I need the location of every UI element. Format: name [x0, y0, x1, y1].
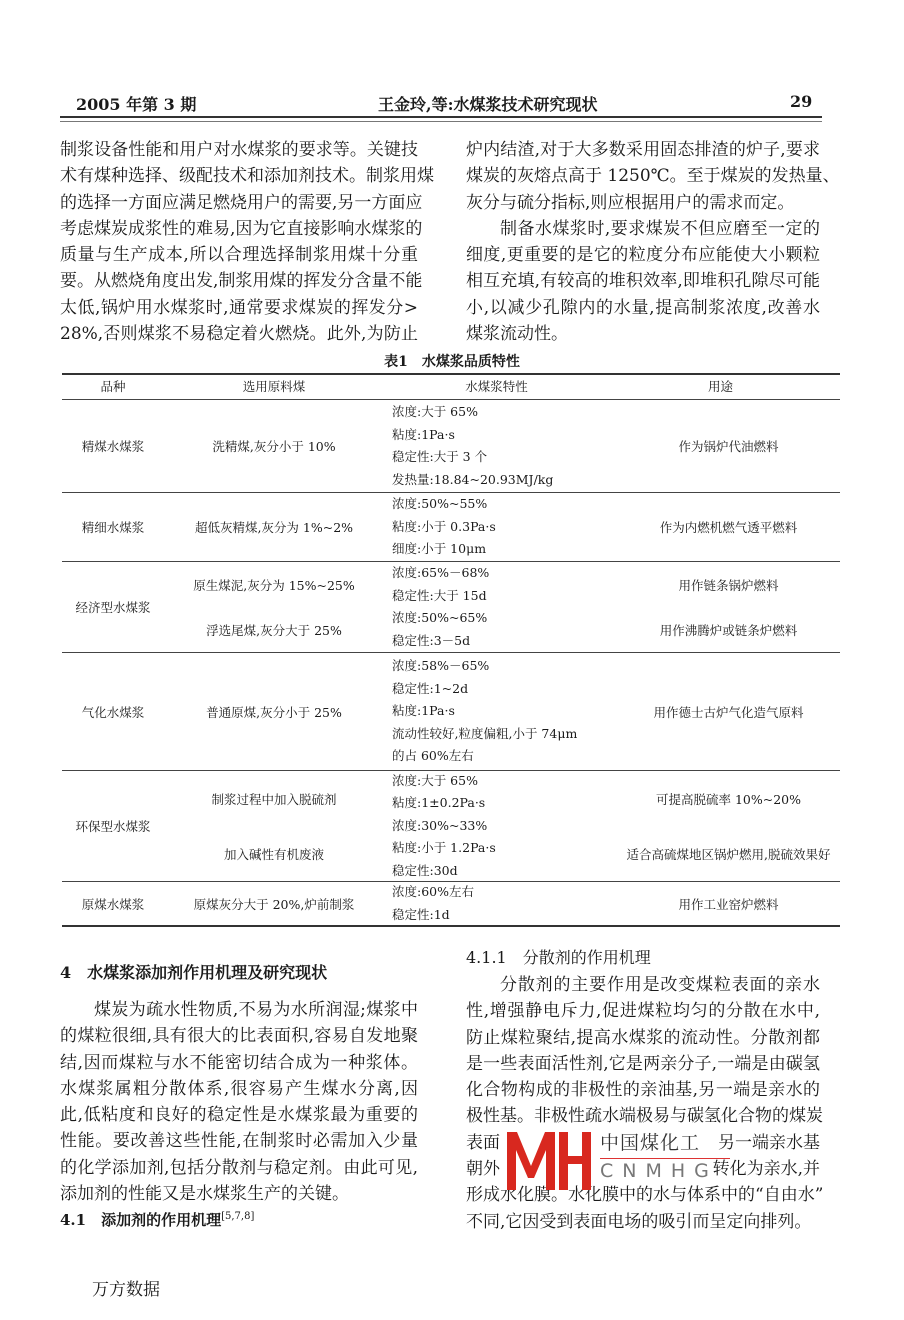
property-entry: 稳定性:1~2d: [392, 680, 469, 696]
property-entry: 粘度:1Pa·s: [392, 703, 455, 719]
table-row: [62, 771, 840, 882]
watermark-rule: [600, 1158, 730, 1159]
text-line: 28%,否则煤浆不易稳定着火燃烧。此外,为防止: [60, 324, 418, 345]
col-header-type: 品种: [100, 379, 126, 394]
watermark-en: CNMHG: [600, 1160, 718, 1182]
text-line: 的煤粒很细,具有很大的比表面积,容易自发地聚: [60, 1026, 418, 1047]
text-line: 的化学添加剂,包括分散剂与稳定剂。由此可见,: [60, 1157, 418, 1178]
cell-properties: [384, 493, 617, 561]
cell-use: [617, 771, 840, 881]
text-line: 术有煤种选择、级配技术和添加剂技术。制浆用煤: [60, 166, 434, 187]
property-entry: 稳定性:30d: [392, 862, 458, 878]
text-line: 形成水化膜。水化膜中的水与体系中的“自由水”: [466, 1185, 824, 1206]
text-line: 水煤浆属粗分散体系,很容易产生煤水分离,因: [60, 1078, 418, 1099]
property-entry: 稳定性:3－5d: [392, 632, 471, 648]
text-line: 相互充填,有较高的堆积效率,即堆积孔隙尽可能: [466, 271, 820, 292]
cell-coal: [164, 493, 384, 561]
cell-type: 原煤水煤浆: [81, 896, 145, 912]
use-entry: 用作工业窑炉燃料: [678, 896, 779, 912]
cell-type: 环保型水煤浆: [75, 819, 151, 834]
text-line: 制浆设备性能和用户对水煤浆的要求等。关键技: [60, 140, 418, 160]
use-entry: 用作德士古炉气化造气原料: [653, 704, 804, 720]
cell-use: [617, 493, 840, 561]
property-entry: 粘度:小于 0.3Pa·s: [392, 518, 496, 534]
text-line: 不同,它因受到表面电场的吸引而呈定向排列。: [466, 1211, 812, 1232]
property-entry: 浓度:58%－65%: [392, 658, 490, 674]
text-fragment: 另一端亲水基: [718, 1132, 820, 1153]
coal-entry: 加入碱性有机废液: [223, 846, 324, 862]
coal-entry: 浮选尾煤,灰分大于 25%: [206, 622, 342, 638]
use-entry: 适合高硫煤地区锅炉燃用,脱硫效果好: [626, 846, 831, 862]
cell-use: [617, 653, 840, 770]
property-entry: 浓度:50%~55%: [392, 496, 488, 512]
table-row: [62, 400, 840, 493]
property-entry: 浓度:大于 65%: [392, 404, 478, 419]
property-entry: 发热量:18.84~20.93MJ/kg: [392, 471, 554, 487]
cell-type: 精细水煤浆: [81, 520, 145, 535]
header-rule: [60, 116, 822, 122]
cell-type: 精煤水煤浆: [81, 439, 145, 454]
property-entry: 的占 60%左右: [392, 748, 474, 764]
section-4-1-1-body: [466, 972, 824, 1235]
text-line: 炉内结渣,对于大多数采用固态排渣的炉子,要求: [466, 140, 820, 160]
section-4-body: [60, 997, 418, 1207]
footer-source: 万方数据: [92, 1280, 160, 1300]
use-entry: 作为锅炉代油燃料: [678, 439, 779, 454]
section-4-1-title: 4.1 添加剂的作用机理: [60, 1211, 222, 1229]
text-line: 结,因而煤粒与水不能密切结合成为一种浆体。: [60, 1052, 418, 1073]
table-header-row: [62, 375, 840, 400]
running-title: 王金玲,等:水煤浆技术研究现状: [378, 95, 598, 114]
cell-coal: [164, 653, 384, 770]
use-entry: 用作链条锅炉燃料: [678, 577, 779, 593]
coal-entry: 原煤灰分大于 20%,炉前制浆: [193, 896, 355, 912]
cell-coal: [164, 771, 384, 881]
text-line: 性,增强静电斥力,促进煤粒均匀的分散在水中,: [466, 1001, 820, 1022]
text-line: 煤炭为疏水性物质,不易为水所润湿;煤浆中: [94, 1000, 418, 1020]
section-4-heading: 4 水煤浆添加剂作用机理及研究现状: [60, 963, 328, 982]
coal-entry: 洗精煤,灰分小于 10%: [212, 439, 336, 454]
coal-entry: 制浆过程中加入脱硫剂: [211, 791, 337, 807]
text-line: 防止煤粒聚结,提高水煤浆的流动性。分散剂都: [466, 1027, 820, 1048]
table-row: [62, 493, 840, 562]
coal-entry: 普通原煤,灰分小于 25%: [206, 704, 342, 720]
text-line: 极性基。非极性疏水端极易与碳氢化合物的煤炭: [466, 1106, 823, 1127]
text-line: 煤炭的灰熔点高于 1250℃。至于煤炭的发热量、: [466, 166, 840, 187]
table-row: [62, 882, 840, 927]
col-header-use: 用途: [707, 379, 733, 394]
text-line: 太低,锅炉用水煤浆时,通常要求煤炭的挥发分>: [60, 297, 418, 318]
quality-table: [62, 373, 840, 927]
text-line: 质量与生产成本,所以合理选择制浆用煤十分重: [60, 245, 418, 266]
coal-entry: 超低灰精煤,灰分为 1%~2%: [194, 520, 354, 535]
table-row: [62, 562, 840, 653]
property-entry: 流动性较好,粒度偏粗,小于 74μm: [392, 725, 578, 741]
text-line: 细度,更重要的是它的粒度分布应能使大小颗粒: [466, 245, 820, 266]
text-line: 此,低粘度和良好的稳定性是水煤浆最为重要的: [60, 1105, 418, 1126]
cell-type: 经济型水煤浆: [75, 600, 151, 615]
section-4-1-1-heading: 4.1.1 分散剂的作用机理: [466, 948, 651, 967]
cell-type: 气化水煤浆: [81, 704, 145, 720]
text-line: 制备水煤浆时,要求煤炭不但应磨至一定的: [500, 218, 820, 239]
property-entry: 粘度:1Pa·s: [392, 426, 455, 442]
text-line: 添加剂的性能又是水煤浆生产的关键。: [60, 1184, 349, 1205]
property-entry: 浓度:30%~33%: [392, 817, 488, 833]
use-entry: 作为内燃机燃气透平燃料: [659, 520, 798, 535]
text-line: 是一些表面活性剂,它是两亲分子,一端是由碳氢: [466, 1053, 820, 1074]
cell-properties: [384, 771, 617, 881]
cell-use: [617, 882, 840, 925]
cell-coal: [164, 400, 384, 492]
text-line: 性能。要改善这些性能,在制浆时必需加入少量: [60, 1131, 418, 1152]
use-entry: 用作沸腾炉或链条炉燃料: [659, 622, 798, 638]
col-header-properties: 水煤浆特性: [465, 379, 528, 394]
body-text-left-top: [60, 137, 434, 347]
cell-properties: [384, 653, 617, 770]
text-line: 的选择一方面应满足燃烧用户的需要,另一方面应: [60, 192, 423, 213]
text-fragment: 朝外: [466, 1159, 500, 1180]
cell-use: [617, 562, 840, 652]
body-text-right-top: [466, 137, 840, 347]
property-entry: 稳定性:大于 3 个: [392, 449, 488, 464]
cell-properties: [384, 562, 617, 652]
property-entry: 粘度:1±0.2Pa·s: [392, 795, 486, 811]
property-entry: 稳定性:1d: [392, 906, 450, 922]
text-fragment: 转化为亲水,并: [712, 1159, 820, 1180]
property-entry: 粘度:小于 1.2Pa·s: [392, 840, 496, 856]
property-entry: 细度:小于 10μm: [392, 541, 487, 557]
table-title: 表1 水煤浆品质特性: [384, 354, 520, 370]
watermark-cn: 中国煤化工: [600, 1132, 701, 1154]
property-entry: 浓度:65%－68%: [392, 565, 490, 580]
table-row: [62, 653, 840, 771]
property-entry: 浓度:大于 65%: [392, 772, 478, 788]
text-line: 考虑煤炭成浆性的难易,因为它直接影响水煤浆的: [60, 218, 423, 239]
text-line: 要。从燃烧角度出发,制浆用煤的挥发分含量不能: [60, 271, 423, 292]
text-line: 小,以减少孔隙内的水量,提高制浆浓度,改善水: [466, 297, 820, 318]
cell-use: [617, 400, 840, 492]
cell-properties: [384, 882, 617, 925]
section-4-1-heading: [60, 1209, 254, 1230]
cell-properties: [384, 400, 617, 492]
page-number: 29: [790, 92, 813, 111]
text-line: 分散剂的主要作用是改变煤粒表面的亲水: [500, 975, 820, 995]
watermark-logo-icon: [505, 1130, 591, 1192]
coal-entry: 原生煤泥,灰分为 15%~25%: [193, 577, 355, 593]
property-entry: 浓度:60%左右: [392, 884, 474, 899]
citation: [5,7,8]: [221, 1211, 255, 1222]
text-fragment: 表面: [466, 1132, 500, 1153]
cell-coal: [164, 562, 384, 652]
text-line: 煤浆流动性。: [466, 324, 568, 345]
property-entry: 浓度:50%~65%: [392, 610, 488, 625]
property-entry: 稳定性:大于 15d: [392, 587, 487, 603]
cell-coal: [164, 882, 384, 925]
text-line: 灰分与硫分指标,则应根据用户的需求而定。: [466, 192, 795, 213]
journal-issue: 2005 年第 3 期: [76, 95, 197, 114]
col-header-coal: 选用原料煤: [242, 379, 306, 394]
use-entry: 可提高脱硫率 10%~20%: [655, 791, 801, 807]
text-line: 化合物构成的非极性的亲油基,另一端是亲水的: [466, 1080, 820, 1101]
